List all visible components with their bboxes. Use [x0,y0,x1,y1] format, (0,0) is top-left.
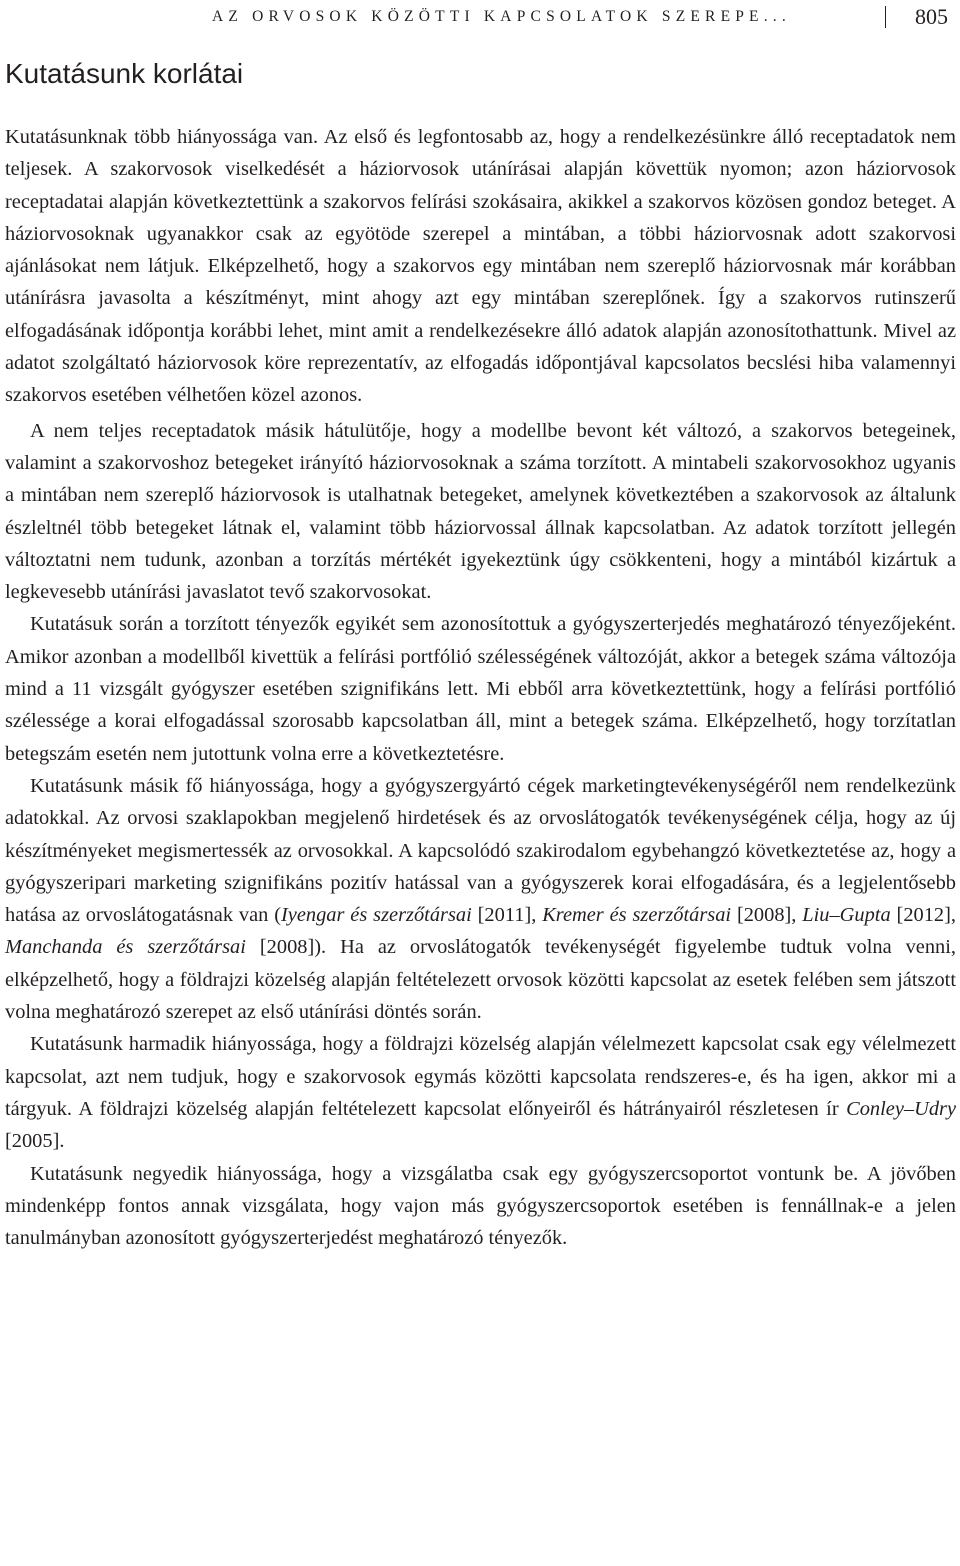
header-divider [885,6,886,28]
text-run: Kutatásunknak több hiányossága van. Az első és legfontosabb az, hogy a rendelkezésünkre álló receptadatok nem teljesek. A szakorvosok viselkedését a háziorvosok utánírásai alapján követtük nyomon; azon háziorvosok receptadatai alapján következtettünk a szakorvos felírási szokásaira, akikkel a szakorvos közösen gondoz beteget. A háziorvosoknak ugyanakkor csak az egyötöde szerepel a mintában, a többi háziorvosnak adott szakorvosi ajánlásokat nem látjuk. Elképzelhető, hogy a szakorvos egy mintában nem szereplő háziorvosnak már korábban utánírásra javasolta a készítményt, mint ahogy azt egy mintában szereplőnek. Így a szakorvos rutinszerű elfogadásának időpontja korábbi lehet, mint amit a rendelkezésekre álló adatok alapján azonosítothattunk. Mivel az adatot szolgáltató háziorvosok köre reprezentatív, az elfogadás időpontjával kapcsolatos becslési hiba valamennyi szakorvos esetében vélhetően közel azonos. [5,126,956,407]
running-title: AZ ORVOSOK KÖZÖTTI KAPCSOLATOK SZEREPE... [212,8,791,25]
text-run: [2012], [890,904,956,927]
text-run: [2005]. [5,1130,65,1153]
text-run: Kutatásuk során a torzított tényezők egyikét sem azonosítottuk a gyógyszerterjedés meghatározó tényezőjeként. Amikor azonban a modellből kivettük a felírási portfólió szélességének változóját, akkor a betegek száma változója mind a 11 vizsgált gyógyszer esetében szignifikáns lett. Mi ebből arra következtettünk, hogy a felírási portfólió szélessége a korai elfogadással szorosabb kapcsolatban áll, mint a betegek száma. Elképzelhető, hogy torzítatlan betegszám esetén nem jutottunk volna erre a következtetésre. [5,613,956,765]
text-run: [2008]). Ha az orvoslátogatók tevékenységét figyelembe tudtuk volna venni, elképzelhető, hogy a földrajzi közelség alapján feltételezett orvosok közötti kapcsolat az esetek felében sem játszott volna meghatározó szerepet az első utánírási döntés során. [5,936,957,1024]
text-run: Kutatásunk másik fő hiányossága, hogy a gyógyszergyártó cégek marketingtevékenységéről nem rendelkezünk adatokkal. Az orvosi szaklapokban megjelenő hirdetések és az orvoslátogatók tevékenységének célja, hogy az új készítményeket megismertessék az orvosokkal. A kapcsolódó szakirodalom egybehangzó következtetése az, hogy a gyógyszeripari marketing szignifikáns pozitív hatással van a gyógyszerek korai elfogadására, és a legjelentősebb hatása az orvoslátogatásnak van ( [5,774,956,927]
citation-author: Liu–Gupta [802,904,891,927]
page-number: 805 [915,4,948,29]
citation-author: Conley–Udry [846,1097,956,1120]
section-title: Kutatásunk korlátai [5,58,244,89]
text-run: Kutatásunk harmadik hiányossága, hogy a földrajzi közelség alapján vélelmezett kapcsolat csak egy vélelmezett kapcsolat, azt nem tudjuk, hogy e szakorvosok egymás közötti kapcsolata rendszeres-e, és ha igen, akkor mi a tárgyuk. A földrajzi közelség alapján feltételezett kapcsolat előnyeiről és hátrányairól részletesen ír [5,1033,956,1120]
paragraph-6 [5,1158,956,1255]
citation-author: Kremer és szerzőtársai [542,904,732,927]
body-text [5,121,956,1254]
text-run: [2008], [731,904,803,927]
paragraph-5 [5,1028,956,1157]
text-run: Kutatásunk negyedik hiányossága, hogy a vizsgálatba csak egy gyógyszercsoportot vontunk be. A jövőben mindenképp fontos annak vizsgálata, hogy vajon más gyógyszercsoportok esetében is fennállnak-e a jelen tanulmányban azonosított gyógyszerterjedést meghatározó tényezők. [5,1162,956,1250]
paragraph-4 [5,770,956,1028]
paragraph-2 [5,415,956,609]
citation-author: Manchanda és szerzőtársai [5,936,246,959]
text-run: [2011], [471,904,543,927]
paragraph-1 [5,121,956,412]
running-head [212,4,952,34]
citation-author: Iyengar és szerzőtársai [281,904,472,927]
text-run: A nem teljes receptadatok másik hátulütője, hogy a modellbe bevont két változó, a szakorvos betegeinek, valamint a szakorvoshoz betegeket irányító háziorvosoknak a száma torzított. A mintabeli szakorvosokhoz ugyanis a mintában nem szereplő háziorvosok is utalhatnak betegeket, amelynek következtében a szakorvosok az általunk észleltnél több betegeket látnak el, valamint több háziorvossal állnak kapcsolatban. Az adatok torzított jellegén változtatni nem tudunk, azonban a torzítás mértékét igyekeztünk úgy csökkenteni, hogy a mintából kizártuk a legkevesebb utánírási javaslatot tevő szakorvosokat. [5,419,956,604]
paragraph-3 [5,608,956,769]
